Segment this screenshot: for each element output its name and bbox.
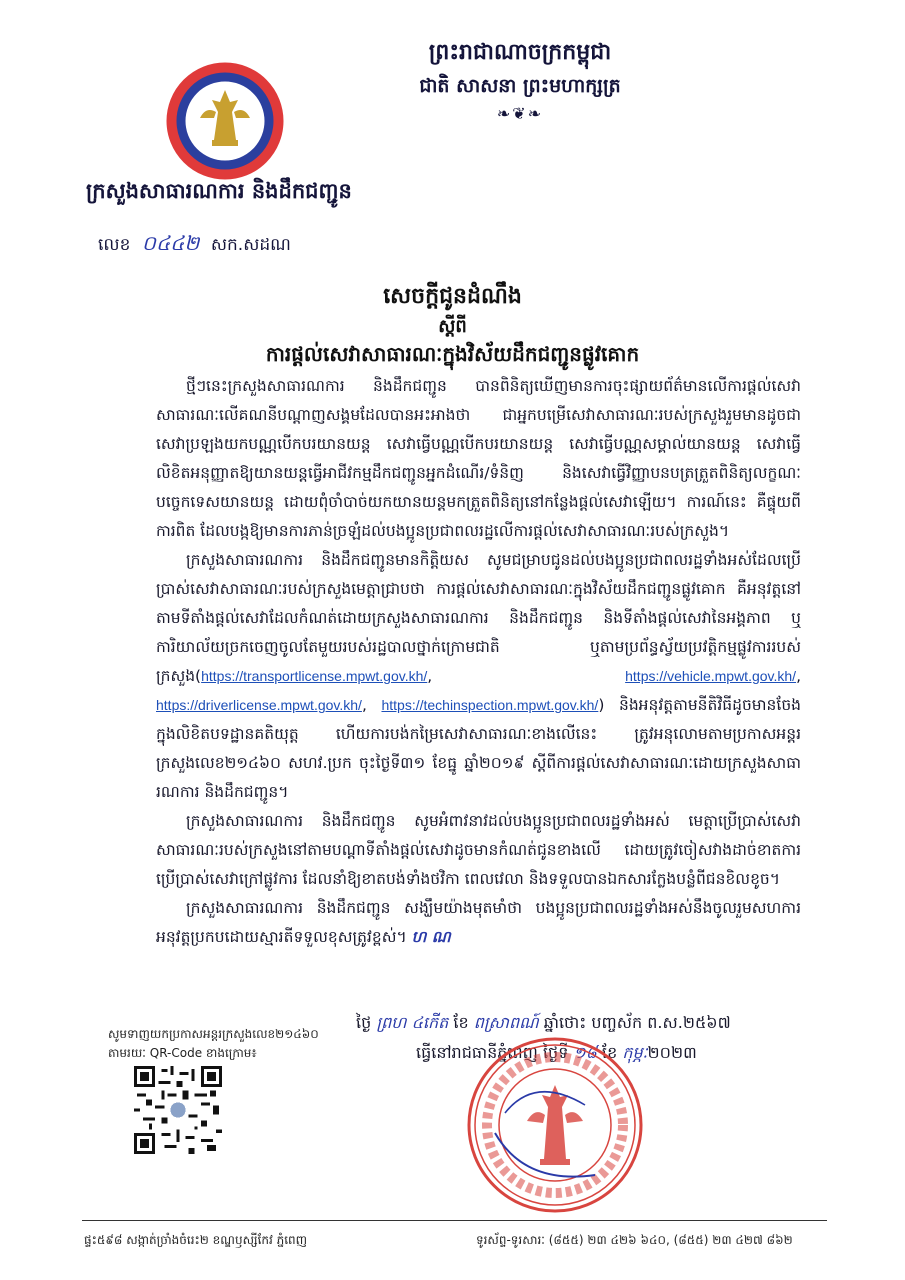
document-title: សេចក្តីជូនដំណឹង [383, 284, 522, 309]
document-subject: ការផ្តល់សេវាសាធារណៈក្នុងវិស័យដឹកជញ្ជូនផ្លូវគោក [265, 342, 640, 366]
lunar-month-label: ខែ [453, 1013, 469, 1032]
day-handwritten: ១៨ [573, 1043, 597, 1062]
month-handwritten: កុម្ភៈ [622, 1043, 648, 1062]
official-seal [465, 1035, 648, 1215]
qr-note-line-2: តាមរយៈ QR-Code ខាងក្រោម៖ [108, 1046, 257, 1060]
paragraph-4-text: ក្រសួងសាធារណការ និងដឹកជញ្ជូន សង្ឃឹមយ៉ាងមុតមាំថា បងប្អូនប្រជាពលរដ្ឋទាំងអស់នឹងចូលរួមសហការអនុវត្តប្រកបដោយស្មារតីទទួលខុសត្រូវខ្ពស់។ [156, 899, 801, 946]
qr-note-line-1: សូមទាញយកប្រកាសអន្តរក្រសួងលេខ២១៤៦០ [108, 1027, 319, 1041]
paragraph-4 [156, 894, 801, 952]
reference-code: សក.សដណ [210, 235, 291, 255]
qr-code[interactable] [134, 1066, 222, 1154]
link-techinspection[interactable]: https://techinspection.mpwt.gov.kh/ [381, 697, 599, 713]
paragraph-1: ថ្មីៗនេះក្រសួងសាធារណការ និងដឹកជញ្ជូន បានពិនិត្យឃើញមានការចុះផ្សាយព័ត៌មានលើការផ្តល់សេវាសាធារណៈលើគណនីបណ្តាញសង្គមដែលបានអះអាងថា ជាអ្នកបម្រើសេវាសាធារណៈរបស់ក្រសួងរួមមានដូចជា សេវាប្រឡងយកបណ្ណបើកបរយានយន្ត សេវាធ្វើបណ្ណបើកបរយានយន្ត សេវាធ្វើបណ្ណសម្គាល់យានយន្ត សេវាធ្វើលិខិតអនុញ្ញាតឱ្យយានយន្តធ្វើអាជីវកម្មដឹកជញ្ជូនអ្នកដំណើរ/ទំនិញ និងសេវាធ្វើវិញ្ញាបនបត្រត្រួតពិនិត្យលក្ខណៈបច្ចេកទេសយានយន្ត ដោយពុំចាំបាច់យកយានយន្តមកត្រួតពិនិត្យនៅកន្លែងផ្តល់សេវាឡើយ។ ការណ៍នេះ គឺផ្ទុយពីការពិត ដែលបង្កឱ្យមានការភាន់ច្រឡំដល់បងប្អូនប្រជាពលរដ្ឋលើការផ្តល់សេវាសាធារណៈរបស់ក្រសួង។ [156, 377, 801, 540]
document-body [156, 372, 801, 952]
link-vehicle[interactable]: https://vehicle.mpwt.gov.kh/ [625, 668, 797, 684]
footer-phone: ទូរស័ព្ទ-ទូរសារៈ (៨៥៥) ២៣ ៤២៦ ៦៤០, (៨៥៥) ២៣ ៤២៧ ៨៦២ [476, 1233, 793, 1247]
reference-number [98, 230, 291, 260]
ministry-name: ក្រសួងសាធារណការ និងដឹកជញ្ជូន [86, 179, 352, 203]
lunar-month-handwritten: ពស្រាពណ៍ [473, 1013, 539, 1032]
lunar-date-handwritten: ព្រហ ៤កើត [376, 1013, 449, 1032]
lunar-date-prefix: ថ្ងៃ [356, 1013, 372, 1032]
lunar-year: ឆ្នាំថោះ បញ្ចស័ក ព.ស.២៥៦៧ [543, 1013, 731, 1032]
paragraph-2: ក្រសួងសាធារណការ និងដឹកជញ្ជូនមានកិត្តិយស សូមជម្រាបជូនដល់បងប្អូនប្រជាពលរដ្ឋទាំងអស់ដែលប្រើប្រាស់សេវាសាធារណៈរបស់ក្រសួងមេត្តាជ្រាបថា ការផ្តល់សេវាសាធារណៈក្នុងវិស័យដឹកជញ្ជូនផ្លូវគោក គឺអនុវត្តនៅតាមទីតាំងផ្តល់សេវាដែលកំណត់ដោយក្រសួងសាធារណការ និងដឹកជញ្ជូន និងទីតាំងផ្តល់សេវានៃអង្គភាព ឬការិយាល័យច្រកចេញចូលតែមួយរបស់រដ្ឋបាលថ្នាក់ក្រោមជាតិ ឬតាមប្រព័ន្ធស្វ័យប្រវត្តិកម្មផ្លូវការរបស់ក្រសួង(https://transportlicense.mpwt.gov.kh/, https://vehicle.mpwt.gov.kh/, https://driverlicense.mpwt.gov.kh/, https://techinspection.mpwt.gov.kh/) និងអនុវត្តតាមនីតិវិធីដូចមានចែងក្នុងលិខិតបទដ្ឋានគតិយុត្ត ហើយការបង់កម្រៃសេវាសាធារណៈខាងលើនេះ ត្រូវអនុលោមតាមប្រកាសអន្តរក្រសួងលេខ២១៤៦០ សហវ.ប្រក ចុះថ្ងៃទី៣១ ខែធ្នូ ឆ្នាំ២០១៩ ស្តីពីការផ្តល់សេវាសាធារណៈដោយក្រសួងសាធារណការ និងដឹកជញ្ជូន។ [156, 551, 801, 801]
lunar-date [356, 1012, 731, 1036]
paragraph-2-part-b: ) និងអនុវត្តតាមនីតិវិធីដូចមានចែងក្នុងលិខិតបទដ្ឋានគតិយុត្ត ហើយការបង់កម្រៃសេវាសាធារណៈខាងលើនេះ ត្រូវអនុលោមតាមប្រកាសអន្តរក្រសួងលេខ២១៤៦០ សហវ.ប្រក ចុះថ្ងៃទី៣១ ខែធ្នូ ឆ្នាំ២០១៩ ស្តីពីការផ្តល់សេវាសាធារណៈដោយក្រសួងសាធារណការ និងដឹកជញ្ជូន។ [156, 696, 801, 801]
paragraph-2-part-a: ក្រសួងសាធារណការ និងដឹកជញ្ជូនមានកិត្តិយស សូមជម្រាបជូនដល់បងប្អូនប្រជាពលរដ្ឋទាំងអស់ដែលប្រើប្រាស់សេវាសាធារណៈរបស់ក្រសួងមេត្តាជ្រាបថា ការផ្តល់សេវាសាធារណៈក្នុងវិស័យដឹកជញ្ជូនផ្លូវគោក គឺអនុវត្តនៅតាមទីតាំងផ្តល់សេវាដែលកំណត់ដោយក្រសួងសាធារណការ និងដឹកជញ្ជូន និងទីតាំងផ្តល់សេវានៃអង្គភាព ឬការិយាល័យច្រកចេញចូលតែមួយរបស់រដ្ឋបាលថ្នាក់ក្រោមជាតិ ឬតាមប្រព័ន្ធស្វ័យប្រវត្តិកម្មផ្លូវការរបស់ក្រសួង( [156, 551, 801, 685]
year: ២០២៣ [647, 1043, 697, 1062]
national-motto: ជាតិ សាសនា ព្រះមហាក្សត្រ [419, 75, 621, 97]
month-label: ខែ [601, 1043, 618, 1062]
paragraph-3: ក្រសួងសាធារណការ និងដឹកជញ្ជូន សូមអំពាវនាវដល់បងប្អូនប្រជាពលរដ្ឋទាំងអស់ មេត្តាប្រើប្រាស់សេវាសាធារណៈរបស់ក្រសួងនៅតាមបណ្តាទីតាំងផ្តល់សេវាដូចមានកំណត់ជូនខាងលើ ដោយត្រូវចៀសវាងដាច់ខាតការប្រើប្រាស់សេវាក្រៅផ្លូវការ ដែលនាំឱ្យខាតបង់ទាំងថវិកា ពេលវេលា និងទទួលបានឯកសារក្លែងបន្លំពីជនខិលខូច។ [156, 812, 801, 888]
ministry-logo [166, 62, 284, 180]
document-subtitle: ស្តីពី [438, 316, 467, 337]
kingdom-heading: ព្រះរាជាណាចក្រកម្ពុជា [428, 40, 612, 65]
reference-label: លេខ [98, 235, 131, 255]
reference-handwritten-number: ០៤៤២ [141, 231, 200, 255]
handwritten-initials: ហ ណ [411, 928, 451, 946]
ornament-divider: ❧❦❧ [496, 104, 544, 123]
link-transportlicense[interactable]: https://transportlicense.mpwt.gov.kh/ [201, 668, 428, 684]
footer-divider [82, 1220, 827, 1221]
place-and-day-label: ធ្វើនៅរាជធានីភ្នំពេញ ថ្ងៃទី [416, 1043, 569, 1062]
footer-address: ផ្ទះ៥៩៨ សង្កាត់ច្រាំងចំរេះ២ ខណ្ឌឫស្សីកែវ ភ្នំពេញ [84, 1233, 308, 1247]
link-driverlicense[interactable]: https://driverlicense.mpwt.gov.kh/ [156, 697, 362, 713]
